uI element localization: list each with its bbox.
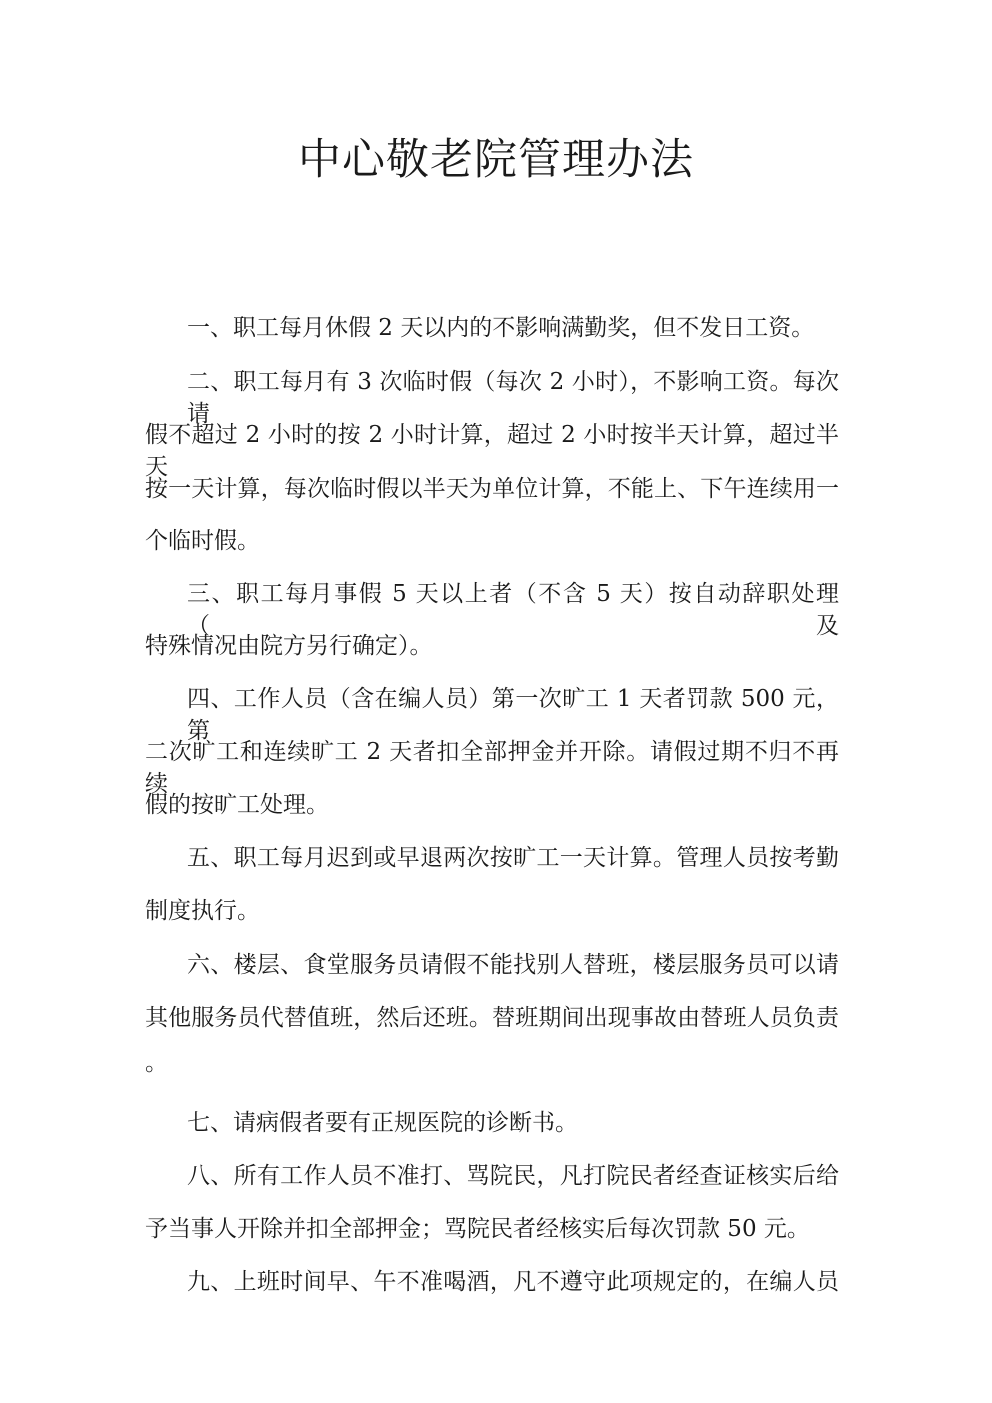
clause-5-line-2: 制度执行。: [145, 898, 260, 924]
clause-6-line-1: 六、楼层、食堂服务员请假不能找别人替班，楼层服务员可以请: [187, 952, 839, 978]
document-title: 中心敬老院管理办法: [298, 135, 694, 185]
clause-2-line-3: 按一天计算，每次临时假以半天为单位计算，不能上、下午连续用一: [145, 476, 839, 502]
clause-2-line-4: 个临时假。: [145, 528, 260, 554]
clause-9-line-1: 九、上班时间早、午不准喝酒，凡不遵守此项规定的，在编人员: [187, 1269, 839, 1295]
clause-3-line-2: 特殊情况由院方另行确定）。: [145, 633, 433, 659]
clause-6-line-2: 其他服务员代替值班，然后还班。替班期间出现事故由替班人员负责: [145, 1005, 839, 1031]
clause-8-line-1: 八、所有工作人员不准打、骂院民，凡打院民者经查证核实后给: [187, 1163, 839, 1189]
clause-2-line-2: 假不超过 2 小时的按 2 小时计算，超过 2 小时按半天计算，超过半天: [145, 422, 839, 480]
clause-2-line-1: 二、职工每月有 3 次临时假（每次 2 小时），不影响工资。每次请: [187, 369, 839, 427]
clause-1-line-1: 一、职工每月休假 2 天以内的不影响满勤奖，但不发日工资。: [187, 315, 815, 341]
clause-5-line-1: 五、职工每月迟到或早退两次按旷工一天计算。管理人员按考勤: [187, 845, 839, 871]
clause-8-line-2: 予当事人开除并扣全部押金；骂院民者经核实后每次罚款 50 元。: [145, 1216, 810, 1242]
clause-6-line-3: 。: [145, 1050, 168, 1076]
clause-4-line-3: 假的按旷工处理。: [145, 792, 329, 818]
clause-4-line-1: 四、工作人员（含在编人员）第一次旷工 1 天者罚款 500 元，第: [187, 686, 839, 744]
clause-3-line-1: 三、职工每月事假 5 天以上者（不含 5 天）按自动辞职处理（及: [187, 581, 839, 639]
clause-7-line-1: 七、请病假者要有正规医院的诊断书。: [187, 1110, 578, 1136]
clause-4-line-2: 二次旷工和连续旷工 2 天者扣全部押金并开除。请假过期不归不再续: [145, 739, 839, 797]
